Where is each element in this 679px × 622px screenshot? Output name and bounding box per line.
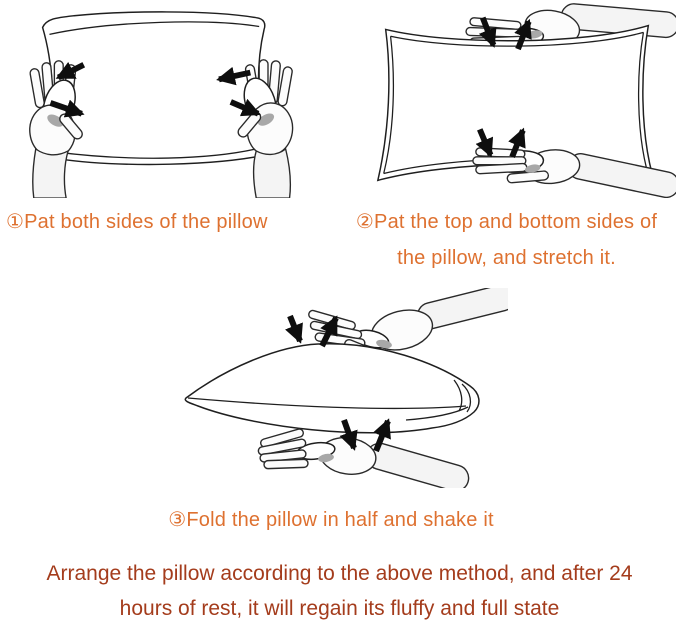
pat-both-sides-illustration (2, 2, 338, 198)
step-3-text: ③Fold the pillow in half and shake it (168, 509, 494, 531)
bottom-hand (258, 428, 472, 488)
step-1-caption (6, 204, 328, 240)
closing-note-line-2: hours of rest, it will regain its fluffy and full state (119, 597, 560, 620)
step-2-caption (334, 204, 679, 276)
step-3-caption (0, 502, 662, 538)
step-2-text-line-2: the pillow, and stretch it. (397, 247, 616, 269)
pillow-front-shape (43, 12, 267, 165)
step-1-text: ①Pat both sides of the pillow (6, 211, 268, 233)
closing-note (0, 556, 679, 622)
closing-note-line-1: Arrange the pillow according to the above method, and after 24 (46, 562, 633, 585)
fold-and-shake-illustration (168, 288, 508, 488)
step-2-text-line-1: ②Pat the top and bottom sides of (355, 211, 658, 233)
folded-pillow-shape (185, 344, 479, 433)
pat-top-bottom-illustration (358, 2, 676, 198)
